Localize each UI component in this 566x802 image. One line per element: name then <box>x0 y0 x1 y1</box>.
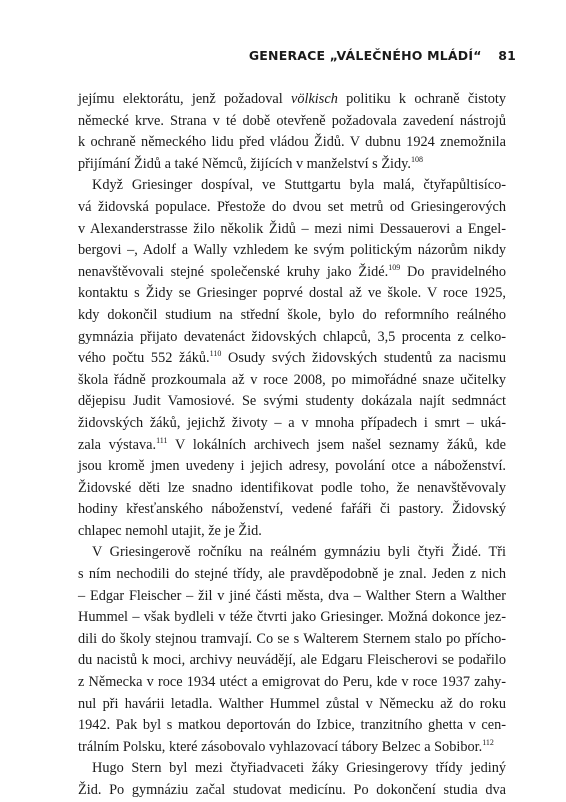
text-line: v Alexanderstrasse žilo několik Židů – mezi nimi Dessauerovi a Engel- <box>78 220 506 237</box>
text-line: s ním nechodili do stejné třídy, ale pravděpodobně je znal. Jeden z nich <box>78 566 506 583</box>
text-line: Hummel – však bydleli v téže čtvrti jako Griesinger. Možná dokonce jez- <box>78 609 506 626</box>
running-title: GENERACE „VÁLEČNÉHO MLÁDÍ“ <box>248 48 482 63</box>
text-line: bergovi –, Adolf a Wally vzhledem ke svým politickým názorům nikdy <box>78 242 506 259</box>
running-header <box>249 48 516 63</box>
text-line: kontaktu s Židy se Griesinger poprvé dostal až ve škole. V roce 1925, <box>78 285 506 302</box>
text-line: Hugo Stern byl mezi čtyřiadvaceti žáky Griesingerovy třídy jediný <box>92 760 506 777</box>
text-line: – Edgar Fleischer – žil v jiné části města, dva – Walther Stern a Walther <box>78 587 506 604</box>
text-line: dili do školy stejnou tramvají. Co se s Walterem Sternem stalo po přícho- <box>78 630 506 647</box>
text-line: kdy dokončil studium na střední škole, bylo do reformního reálného <box>78 306 506 323</box>
text-line: přijímání Židů a také Němců, žijících v manželství s Židy.$^{108}$ <box>78 154 423 172</box>
text-line: zala výstava.$^{111}$ V lokálních archivech jsem našel seznamy žáků, kde <box>78 435 506 453</box>
text-line: nenavštěvovali stejné společenské kruhy jako Židé.$^{109}$ Do pravidelného <box>78 262 506 280</box>
text-line: vá židovská populace. Přestože do dvou set metrů od Griesingerových <box>78 198 506 215</box>
text-line: nul při havárii letadla. Walther Hummel zůstal v Německu až do roku <box>78 695 506 712</box>
text-line: z Německa v roce 1934 utéct a emigrovat do Peru, kde v roce 1937 zahy- <box>78 674 506 691</box>
text-line: trálním Polsku, které zásobovalo vyhlazovací tábory Belzec a Sobibor.$^{112}$ <box>78 737 494 755</box>
footnote-ref[interactable]: 110 <box>209 349 222 359</box>
footnote-ref[interactable]: 108 <box>410 154 423 164</box>
text-line: Žid. Po gymnáziu začal studovat medicínu. Po dokončení studia dva <box>78 782 506 798</box>
text-line: hodiny křesťanského náboženství, vedené fařáři či pastory. Židovský <box>78 501 506 518</box>
footnote-ref[interactable]: 112 <box>482 737 494 747</box>
text-line: gymnázia přijato devatenáct židovských chlapců, 3,5 procenta z celko- <box>78 328 506 345</box>
footnote-ref[interactable]: 109 <box>388 262 401 272</box>
footnote-ref[interactable]: 111 <box>156 435 168 445</box>
text-line: Židovské děti lze snadno identifikovat podle toho, že nenavštěvovaly <box>78 479 506 496</box>
text-line: chlapec nemohl utajit, že je Žid. <box>78 522 262 539</box>
text-line: jejímu elektorátu, jenž požadoval völkisch politiku k ochraně čistoty <box>78 91 507 107</box>
body-text <box>78 89 506 802</box>
text-line: německé krve. Strana v té době otevřeně požadovala zavedení nástrojů <box>78 112 506 129</box>
text-line: k ochraně německého lidu před vládou Židů. V dubnu 1924 znemožnila <box>78 134 506 151</box>
text-line: V Griesingerově ročníku na reálném gymnáziu byli čtyři Židé. Tři <box>92 544 506 561</box>
page-number: 81 <box>498 48 516 63</box>
text-line: Když Griesinger dospíval, ve Stuttgartu byla malá, čtyřapůltisíco- <box>92 177 506 194</box>
text-line: 1942. Pak byl s matkou deportován do Izbice, tranzitního ghetta v cen- <box>78 717 506 734</box>
text-line: jsou kromě jmen uvedeny i jejich adresy, povolání otce a náboženství. <box>78 458 506 475</box>
italic-term: völkisch <box>291 91 338 107</box>
text-line: židovských žáků, jejichž životy – a v mnoha případech i smrt – uká- <box>78 414 506 431</box>
text-line: du nacistů k moci, archivy neuvádějí, ale Edgaru Fleischerovi se podařilo <box>78 652 506 669</box>
paragraph <box>78 542 506 758</box>
text-line: škola řádně prozkoumala až v roce 2008, po mimořádné snaze učitelky <box>78 371 506 388</box>
text-line: vého počtu 552 žáků.$^{110}$ Osudy svých židovských studentů za nacismu <box>78 349 506 367</box>
paragraph <box>78 175 506 542</box>
paragraph <box>78 89 506 175</box>
paragraph <box>78 758 506 801</box>
text-line: dějepisu Judit Vamosiové. Se svými studenty dokázala najít sedmnáct <box>78 393 506 410</box>
